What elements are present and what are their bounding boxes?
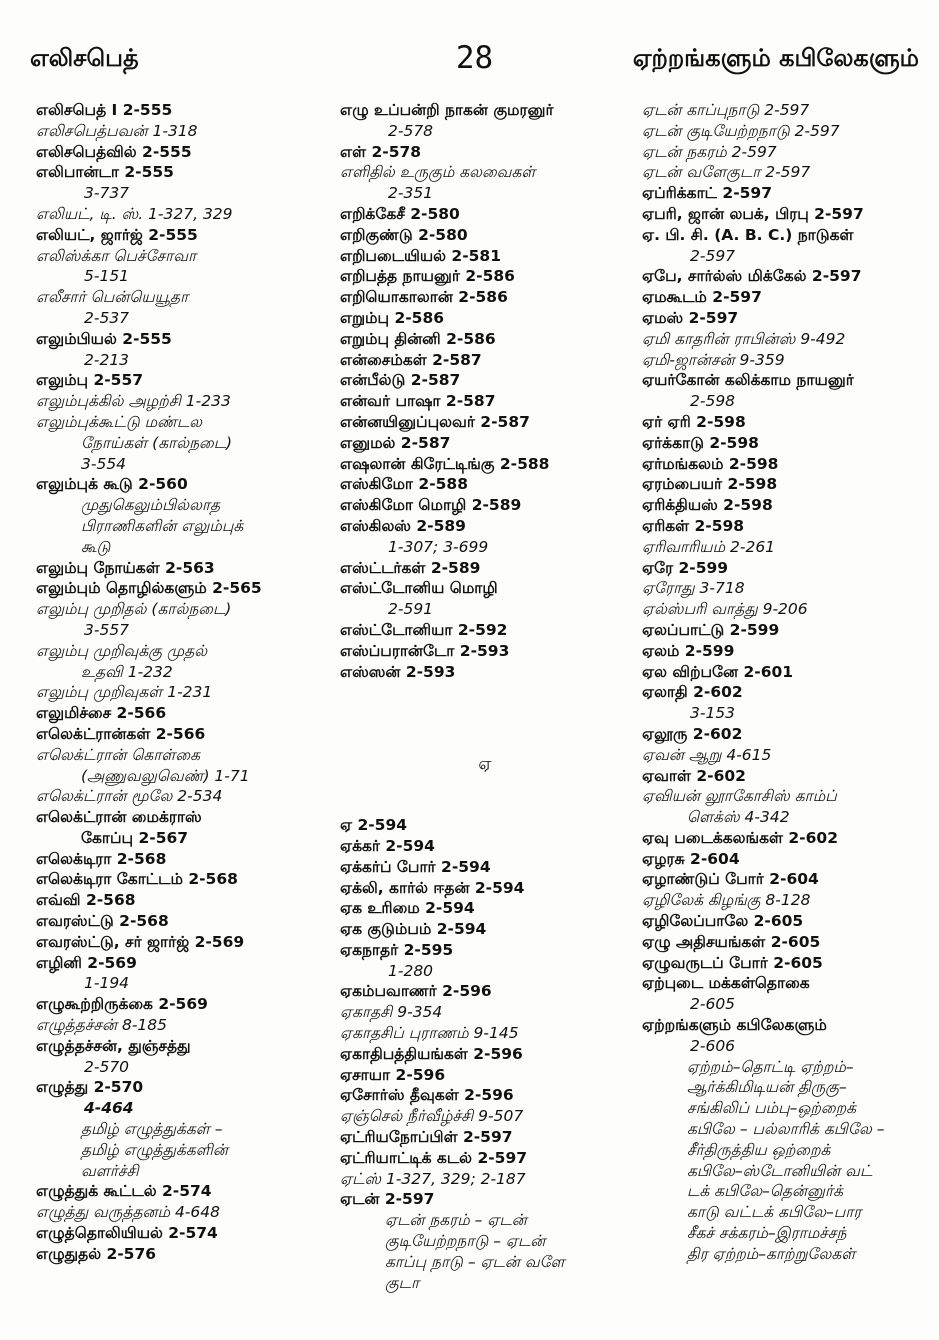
index-entry: ஏர் ஏரி 2-598 — [642, 412, 746, 431]
index-entry: 3-737 — [84, 184, 130, 203]
index-entry: எஸ்கிலஸ் 2-589 — [340, 516, 466, 535]
index-entry: எலும்பும் தொழில்களும் 2-565 — [36, 579, 262, 598]
index-entry: எழுகூற்றிருக்கை 2-569 — [36, 995, 208, 1014]
index-entry: எலும்புக் கூடு 2-560 — [36, 475, 188, 494]
index-entry: 2-597 — [690, 246, 736, 265]
section-heading-letter: ஏ — [478, 754, 492, 775]
index-entry: எழினி 2-569 — [36, 953, 137, 972]
index-entry: 3-153 — [690, 704, 736, 723]
index-entry: (அணுவலுவெண்) 1-71 — [81, 766, 250, 785]
index-entry: ஏக்லி, கார்ல் ஈதன் 2-594 — [340, 878, 525, 897]
index-entry: எனுமல் 2-587 — [340, 433, 451, 452]
header-right-term: ஏற்றங்களும் கபிலேகளும் — [632, 44, 919, 72]
index-entry: ஏமஸ் 2-597 — [642, 308, 739, 327]
index-entry: ஏற்றங்களும் கபிலேகளும் — [642, 1016, 827, 1035]
index-entry: 1-280 — [388, 961, 434, 980]
index-entry: என்வர் பாஷா 2-587 — [340, 392, 496, 411]
index-entry: குடா — [385, 1273, 420, 1292]
index-entry: எழுத்தச்சன், துஞ்சத்து — [36, 1036, 191, 1055]
index-entry: எலும்பு 2-557 — [36, 371, 144, 390]
index-column-1 — [36, 100, 326, 1265]
index-entry: எலியட், ஜார்ஜ் 2-555 — [36, 225, 198, 244]
index-entry: காப்பு நாடு – ஏடன் வளே — [385, 1252, 565, 1271]
index-entry: ஏடன் நகரம் 2-597 — [642, 142, 777, 161]
index-entry: ஏர்மங்கலம் 2-598 — [642, 454, 779, 473]
index-entry: ஏல விற்பனே 2-601 — [642, 662, 794, 681]
index-entry: ஏமி காதரின் ராபின்ஸ் 9-492 — [642, 329, 846, 348]
index-entry: எலிஸ்க்கா பெச்சோவா — [36, 246, 197, 265]
index-entry: ஏக்கர்ப் போர் 2-594 — [340, 857, 491, 876]
index-entry: நோய்கள் (கால்நடை) — [81, 433, 233, 452]
index-entry: காடு வட்டக் கபிலே–பார — [687, 1203, 862, 1222]
index-entry: ஏபே, சார்ல்ஸ் மிக்கேல் 2-597 — [642, 267, 862, 286]
index-entry: சீர்திருத்திய ஒற்றைக் — [687, 1140, 831, 1159]
index-entry: ஏவியன் லூாகோசிஸ் காம்ப் — [642, 787, 837, 806]
index-entry: எழுத்து 2-570 — [36, 1078, 144, 1097]
index-entry: எழுத்தச்சன் 8-185 — [36, 1016, 168, 1035]
index-entry: ஏடன் காப்புநாடு 2-597 — [642, 101, 810, 119]
index-entry: எறிபத்த நாயனுர் 2-586 — [340, 267, 515, 286]
index-entry: 3-554 — [81, 454, 127, 473]
index-entry: எலெக்டிரா கோட்டம் 2-568 — [36, 870, 238, 889]
index-entry: எஸ்ட்டர்கள் 2-589 — [340, 558, 481, 577]
index-entry: எலும்புக்கில் அழற்சி 1-233 — [36, 392, 231, 411]
index-entry: ஏவாள் 2-602 — [642, 766, 746, 785]
index-entry: எலீசார் பென்யெயூதா — [36, 288, 189, 307]
index-entry: எலும்பு நோய்கள் 2-563 — [36, 558, 215, 577]
index-entry: என்னயினுப்புலவர் 2-587 — [340, 412, 530, 431]
index-entry: ஏமி-ஜான்சன் 9-359 — [642, 350, 785, 369]
index-column-2 — [340, 100, 630, 1293]
index-entry: ஏடன் 2-597 — [340, 1190, 435, 1209]
index-entry: எளிதில் உருகும் கலவைகள் — [340, 163, 536, 182]
index-entry: ஏலூரு 2-602 — [642, 724, 743, 743]
index-entry: எலிபான்டா 2-555 — [36, 163, 174, 182]
index-entry: எஸ்ப்பரான்டோ 2-593 — [340, 641, 510, 660]
page-header — [30, 40, 919, 84]
index-entry: எலுமிச்சை 2-566 — [36, 704, 167, 723]
index-entry: எழு உப்பன்றி நாகன் குமரனுர் — [340, 101, 554, 119]
index-entry: எலும்பு முறிவுக்கு முதல் — [36, 641, 208, 660]
index-entry: கோப்பு 2-567 — [81, 828, 189, 847]
index-entry: ஏழுவருடப் போர் 2-605 — [642, 953, 823, 972]
index-entry: 2-591 — [388, 600, 434, 619]
index-entry: ஏலாதி 2-602 — [642, 683, 743, 702]
index-entry: ஏல்ஸ்பரி வாத்து 9-206 — [642, 600, 808, 619]
index-entry: ஏழிலேப்பாலே 2-605 — [642, 912, 804, 931]
index-entry: 1-307; 3-699 — [388, 537, 489, 556]
index-entry: எலும்பு முறிவுகள் 1-231 — [36, 683, 213, 702]
index-entry: குடியேற்றநாடு – ஏடன் — [385, 1232, 546, 1251]
index-entry: ஏயர்கோன் கலிக்காம நாயனுர் — [642, 371, 854, 390]
index-entry: 2-578 — [388, 121, 434, 140]
index-entry: எவரஸ்ட்டு, சர் ஜார்ஜ் 2-569 — [36, 932, 245, 951]
index-entry: 1-194 — [84, 974, 130, 993]
index-entry: ஏழு அதிசயங்கள் 2-605 — [642, 932, 821, 951]
index-entry: எஸ்ட்டோனியா 2-592 — [340, 620, 508, 639]
section-gap-small — [340, 794, 630, 815]
index-entry: ஏடன் வளேகுடா 2-597 — [642, 163, 811, 182]
index-entry: ஏலப்பாட்டு 2-599 — [642, 620, 780, 639]
index-entry: 2-351 — [388, 184, 434, 203]
index-entry: எலெக்ட்ரான்கள் 2-566 — [36, 724, 206, 743]
index-entry: ஏசாயா 2-596 — [340, 1065, 446, 1084]
index-entry: ஏகநாதர் 2-595 — [340, 940, 454, 959]
index-entry: எறியொகாலான் 2-586 — [340, 288, 508, 307]
index-entry: எலிசபெத்பவன் 1-318 — [36, 121, 198, 140]
index-entry: என்பீல்டு 2-587 — [340, 371, 461, 390]
column-2-entries-e — [340, 100, 630, 682]
index-entry: எஸ்கிமோ மொழி 2-589 — [340, 496, 522, 515]
index-entry: தமிழ் எழுத்துக்கள் – — [81, 1120, 223, 1139]
index-entry: ஏட்ரியாட்டிக் கடல் 2-597 — [340, 1148, 528, 1167]
index-entry: ஏழாண்டுப் போர் 2-604 — [642, 870, 819, 889]
index-column-3 — [642, 100, 932, 1265]
index-entry: ஏபரி, ஜான் லபக், பிரபு 2-597 — [642, 204, 864, 223]
index-entry: ஏரிவாரியம் 2-261 — [642, 537, 776, 556]
index-entry: தமிழ் எழுத்துக்களின் — [81, 1140, 228, 1159]
index-entry: உதவி 1-232 — [81, 662, 173, 681]
index-entry: எள் 2-578 — [340, 142, 422, 161]
index-entry: ஆர்க்கிமிடியன் திருகு– — [687, 1078, 847, 1097]
index-entry: ஏரோது 3-718 — [642, 579, 745, 598]
index-entry: 2-213 — [84, 350, 130, 369]
index-entry: எறும்பு 2-586 — [340, 308, 445, 327]
index-entry: என்சைம்கள் 2-587 — [340, 350, 482, 369]
page-number: 28 — [455, 40, 494, 76]
column-2-entries-ae — [340, 815, 630, 1293]
index-entry: எழுத்து வருத்தனம் 4-648 — [36, 1203, 220, 1222]
index-entry: சங்கிலிப் பம்பு–ஒற்றைக் — [687, 1099, 857, 1118]
index-entry: எழுதுதல் 2-576 — [36, 1244, 157, 1263]
index-entry: எழுத்துக் கூட்டல் 2-574 — [36, 1182, 212, 1201]
index-entry: முதுகெலும்பில்லாத — [81, 496, 221, 515]
index-entry: எலும்பியல் 2-555 — [36, 329, 172, 348]
index-entry: ஏ. பி. சி. (A. B. C.) நாடுகள் — [642, 225, 854, 244]
index-entry: ஏப்ரிக்காட் 2-597 — [642, 184, 772, 203]
index-entry: ஏக உரிமை 2-594 — [340, 899, 475, 918]
index-entry: 2-606 — [690, 1036, 736, 1055]
index-entry: எஸ்கிமோ 2-588 — [340, 475, 468, 494]
index-entry: 2-605 — [690, 995, 736, 1014]
index-entry: ஏக்கர் 2-594 — [340, 836, 435, 855]
index-entry: எஷலான் கிரேட்டிங்கு 2-588 — [340, 454, 550, 473]
index-entry: 5-151 — [84, 267, 130, 286]
index-entry: ஏகாதிபத்தியங்கள் 2-596 — [340, 1044, 523, 1063]
index-entry: ஏட்ஸ் 1-327, 329; 2-187 — [340, 1169, 526, 1188]
header-left-term: எலிசபெத் — [30, 44, 139, 72]
index-entry: ஏவன் ஆறு 4-615 — [642, 745, 772, 764]
index-entry: எலெக்ட்ரான் கொள்கை — [36, 745, 200, 764]
index-entry: எலியட், டி. ஸ். 1-327, 329 — [36, 204, 233, 223]
index-entry: ஏடன் குடியேற்றநாடு 2-597 — [642, 121, 840, 140]
index-entry: ஏழிலேக் கிழங்கு 8-128 — [642, 891, 811, 910]
index-entry: எலிசபெத் I 2-555 — [36, 101, 173, 119]
index-entry: ஏரிக்தியஸ் 2-598 — [642, 496, 773, 515]
index-entry: ஏஞ்செல் நீர்வீழ்ச்சி 9-507 — [340, 1107, 524, 1126]
index-entry: ஏசோர்ஸ் தீவுகள் 2-596 — [340, 1086, 514, 1105]
index-entry: எலும்புக்கூட்டு மண்டல — [36, 412, 203, 431]
index-entry: ஏட்ரியநோப்பிள் 2-597 — [340, 1128, 513, 1147]
index-entry: எறிக்கேசீ 2-580 — [340, 204, 460, 223]
index-entry: எலெக்ட்ரான் மூலே 2-534 — [36, 787, 223, 806]
index-entry: எறிபடையியல் 2-581 — [340, 246, 502, 265]
index-entry: எலெக்டிரா 2-568 — [36, 849, 167, 868]
index-entry: 2-570 — [84, 1057, 130, 1076]
section-gap — [340, 682, 630, 744]
index-entry: ஏகம்பவாணர் 2-596 — [340, 982, 492, 1001]
index-entry: ஏற்றம்–தொட்டி ஏற்றம்– — [687, 1057, 854, 1076]
index-entry: ஏற்புடை மக்கள்தொகை — [642, 974, 810, 993]
index-entry: எஸ்ட்டோனிய மொழி — [340, 579, 498, 598]
index-entry: 2-537 — [84, 308, 130, 327]
index-entry: ஏகாதசி 9-354 — [340, 1003, 443, 1022]
index-entry: எலிசபெத்வில் 2-555 — [36, 142, 192, 161]
index-entry: எஸ்ஸன் 2-593 — [340, 662, 456, 681]
index-entry: எலும்பு முறிதல் (கால்நடை) — [36, 600, 232, 619]
index-entry: பிராணிகளின் எலும்புக் — [81, 516, 244, 535]
index-entry: 4-464 — [84, 1099, 134, 1118]
index-entry: ஏரே 2-599 — [642, 558, 729, 577]
index-entry: டக் கபிலே–தென்னுர்க் — [687, 1182, 844, 1201]
index-entry: எறும்பு தின்னி 2-586 — [340, 329, 496, 348]
index-entry: 2-598 — [690, 392, 736, 411]
index-entry: எவரஸ்ட்டு 2-568 — [36, 912, 169, 931]
index-entry: ஏர்க்காடு 2-598 — [642, 433, 759, 452]
index-entry: ளெக்ஸ் 4-342 — [687, 808, 790, 827]
index-entry: ஏழரசு 2-604 — [642, 849, 740, 868]
index-entry: கபிலே–ஸ்டோனியின் வட் — [687, 1161, 873, 1180]
index-entry: எறிகுண்டு 2-580 — [340, 225, 468, 244]
index-entry: வளர்ச்சி — [81, 1161, 139, 1180]
index-entry: கூடு — [81, 537, 111, 556]
index-entry: சீகச் சக்கரம்–இராமச்சந் — [687, 1224, 847, 1243]
index-entry: ஏரிகள் 2-598 — [642, 516, 745, 535]
index-entry: ஏமகூடம் 2-597 — [642, 288, 762, 307]
index-entry: திர ஏற்றம்–காற்றுலேகள் — [687, 1244, 856, 1263]
index-entry: எவ்வி 2-568 — [36, 891, 136, 910]
index-entry: ஏ 2-594 — [340, 816, 408, 835]
index-entry: ஏடன் நகரம் – ஏடன் — [385, 1211, 527, 1230]
index-entry: கபிலே – பல்லாரிக் கபிலே – — [687, 1120, 885, 1139]
index-entry: ஏகாதசிப் புராணம் 9-145 — [340, 1024, 519, 1043]
index-entry: எழுத்தொலியியல் 2-574 — [36, 1224, 218, 1243]
index-entry: ஏவு படைக்கலங்கள் 2-602 — [642, 828, 838, 847]
index-entry: ஏலம் 2-599 — [642, 641, 735, 660]
index-entry: ஏக குடும்பம் 2-594 — [340, 920, 487, 939]
index-entry: எலெக்ட்ரான் மைக்ராஸ் — [36, 808, 202, 827]
index-entry: ஏரம்பையர் 2-598 — [642, 475, 778, 494]
index-entry: 3-557 — [84, 620, 130, 639]
